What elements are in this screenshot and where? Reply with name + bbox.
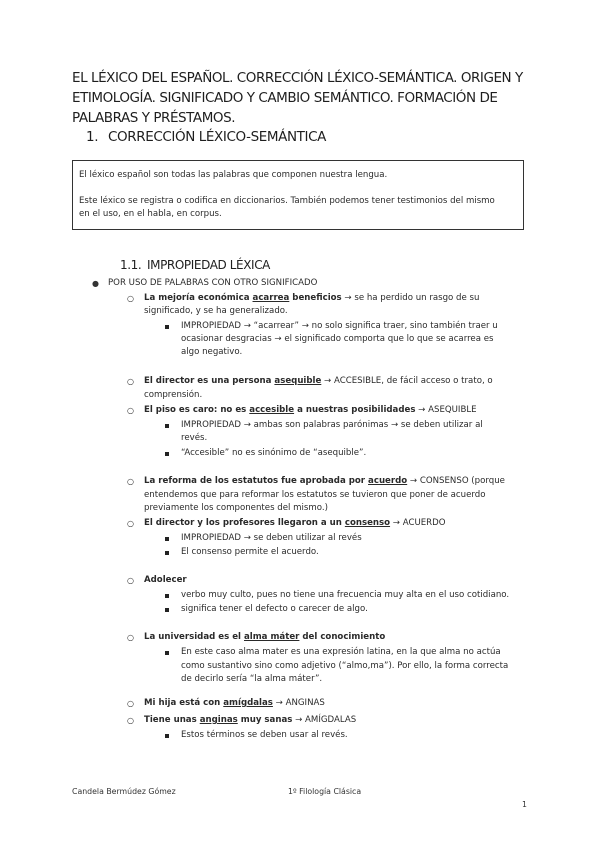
- list-item-continuation: entendemos que para reformar los estatutos se tuvieron que poner de acuerdo: [144, 490, 486, 500]
- box-line: en el uso, en el habla, en corpus.: [79, 209, 222, 219]
- bullet-square-icon: [165, 608, 169, 612]
- bullet-circle-icon: ○: [127, 633, 134, 642]
- sub-item: IMPROPIEDAD → se deben utilizar al revés: [181, 533, 362, 543]
- sub-item-continuation: revés.: [181, 433, 208, 443]
- bullet-square-icon: [165, 594, 169, 598]
- subsection-number: 1.1.: [120, 258, 142, 272]
- sub-item: IMPROPIEDAD → “acarrear” → no solo significa traer, sino también traer u: [181, 321, 498, 331]
- section-heading: [86, 129, 326, 145]
- box-line: Este léxico se registra o codifica en diccionarios. También podemos tener testimonios del mismo: [79, 196, 495, 206]
- bullet-square-icon: [165, 424, 169, 428]
- list-item-continuation: significado, y se ha generalizado.: [144, 306, 288, 316]
- bullet-circle-icon: ○: [127, 377, 134, 386]
- sub-item-continuation: ocasionar desgracias → el significado comporta que lo que se acarrea es: [181, 334, 494, 344]
- sub-item-continuation: algo negativo.: [181, 347, 243, 357]
- bullet-square-icon: [165, 325, 169, 329]
- sub-item: Estos términos se deben usar al revés.: [181, 730, 348, 740]
- list-item: La universidad es el alma máter del conocimiento: [144, 632, 386, 642]
- sub-item-continuation: como sustantivo sino como adjetivo (“almo,ma”). Por ello, la forma correcta: [181, 661, 509, 671]
- title-line: PALABRAS Y PRÉSTAMOS.: [72, 110, 236, 126]
- bullet-circle-icon: ○: [127, 576, 134, 585]
- title-line: ETIMOLOGÍA. SIGNIFICADO Y CAMBIO SEMÁNTICO. FORMACIÓN DE: [72, 90, 498, 106]
- subsection-title: IMPROPIEDAD LÉXICA: [147, 258, 270, 272]
- bullet-circle-icon: ○: [127, 294, 134, 303]
- list-item: Adolecer: [144, 575, 187, 585]
- title-line: EL LÉXICO DEL ESPAÑOL. CORRECCIÓN LÉXICO-SEMÁNTICA. ORIGEN Y: [72, 70, 523, 86]
- bullet-square-icon: [165, 651, 169, 655]
- sub-item: IMPROPIEDAD → ambas son palabras parónimas → se deben utilizar al: [181, 420, 483, 430]
- footer-course: 1º Filología Clásica: [288, 787, 362, 796]
- document-title: [72, 68, 542, 128]
- sub-item-continuation: de decirlo sería “la alma máter”.: [181, 674, 323, 684]
- bullet-circle-icon: ○: [127, 477, 134, 486]
- list-item: La reforma de los estatutos fue aprobada por acuerdo → CONSENSO (porque: [144, 476, 505, 486]
- list-item: El piso es caro: no es accesible a nuestras posibilidades → ASEQUIBLE: [144, 405, 477, 415]
- box-paragraph: [79, 195, 517, 221]
- sub-item: significa tener el defecto o carecer de algo.: [181, 604, 368, 614]
- sub-item: verbo muy culto, pues no tiene una frecuencia muy alta en el uso cotidiano.: [181, 590, 510, 600]
- definition-box: [72, 160, 524, 230]
- sub-item: En este caso alma mater es una expresión latina, en la que alma no actúa: [181, 647, 501, 657]
- bullet-square-icon: [165, 537, 169, 541]
- list-item: Tiene unas anginas muy sanas → AMÍGDALAS: [144, 715, 357, 725]
- sub-item: “Accesible” no es sinónimo de “asequible”.: [181, 448, 367, 458]
- list-item: El director y los profesores llegaron a un consenso → ACUERDO: [144, 518, 446, 528]
- bullet-circle-icon: ○: [127, 406, 134, 415]
- list-item-continuation: comprensión.: [144, 390, 203, 400]
- footer-author: Candela Bermúdez Gómez: [72, 787, 176, 796]
- box-paragraph: El léxico español son todas las palabras que componen nuestra lengua.: [79, 170, 388, 180]
- list-item: POR USO DE PALABRAS CON OTRO SIGNIFICADO: [108, 278, 318, 288]
- page-number: 1: [522, 800, 527, 809]
- bullet-square-icon: [165, 452, 169, 456]
- bullet-square-icon: [165, 551, 169, 555]
- list-item-continuation: previamente los componentes del mismo.): [144, 503, 328, 513]
- section-number: 1.: [86, 129, 99, 145]
- subsection-heading: [120, 258, 270, 272]
- list-item: La mejoría económica acarrea beneficios → se ha perdido un rasgo de su: [144, 293, 480, 303]
- bullet-square-icon: [165, 734, 169, 738]
- section-title: CORRECCIÓN LÉXICO-SEMÁNTICA: [108, 129, 326, 145]
- bullet-disc-icon: ●: [92, 279, 99, 288]
- bullet-circle-icon: ○: [127, 699, 134, 708]
- bullet-circle-icon: ○: [127, 519, 134, 528]
- bullet-circle-icon: ○: [127, 716, 134, 725]
- list-item: El director es una persona asequible → ACCESIBLE, de fácil acceso o trato, o: [144, 376, 493, 386]
- list-item: Mi hija está con amígdalas → ANGINAS: [144, 698, 325, 708]
- sub-item: El consenso permite el acuerdo.: [181, 547, 319, 557]
